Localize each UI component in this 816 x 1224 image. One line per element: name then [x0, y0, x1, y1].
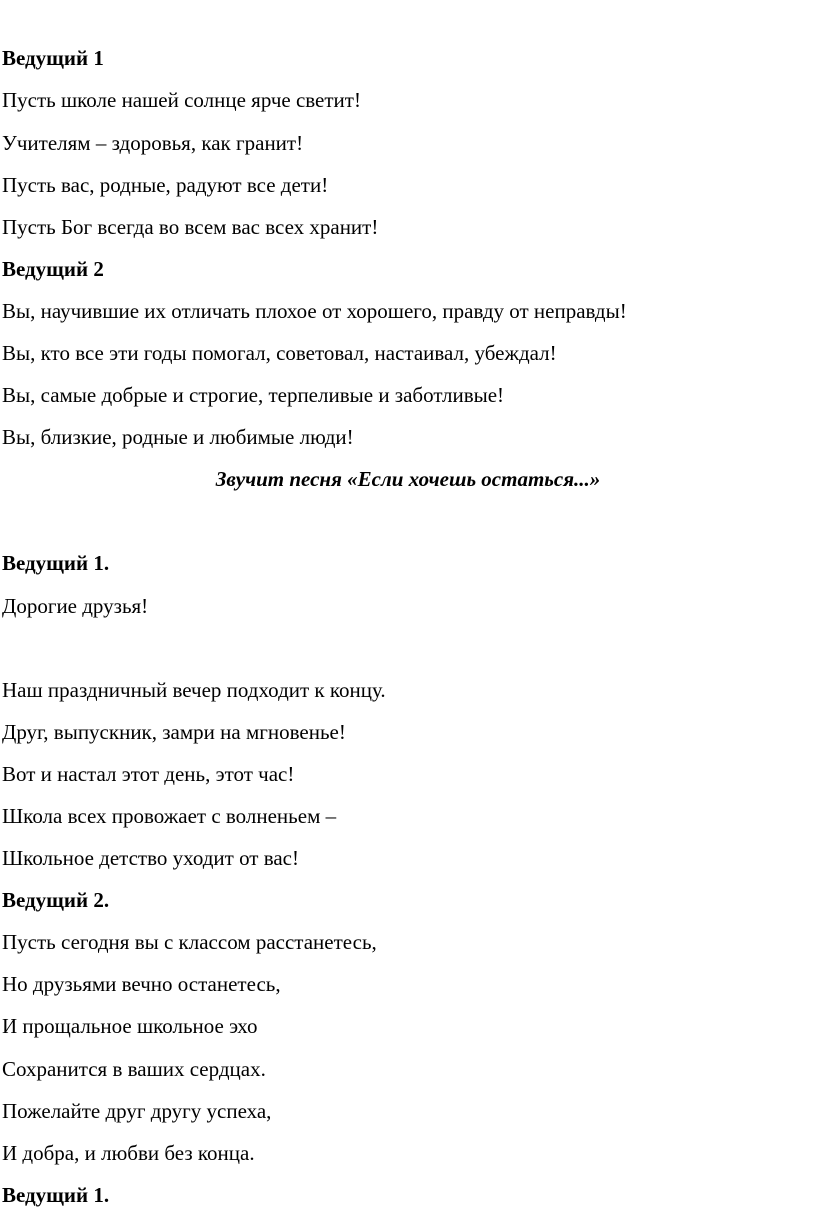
speech-line: Вы, близкие, родные и любимые люди! [2, 425, 354, 449]
poem-line: Друг, выпускник, замри на мгновенье! [2, 720, 346, 744]
poem-line: Наш праздничный вечер подходит к концу. [2, 678, 386, 702]
poem-line: Пусть сегодня вы с классом расстанетесь, [2, 930, 377, 954]
poem-line: Школа всех провожает с волненьем – [2, 804, 337, 828]
poem-line: Учителям – здоровья, как гранит! [2, 131, 304, 155]
poem-line: Пусть школе нашей солнце ярче светит! [2, 88, 361, 112]
poem-line: И прощальное школьное эхо [2, 1014, 258, 1038]
poem-line: Но друзьями вечно останетесь, [2, 972, 281, 996]
speech-line: Дорогие друзья! [2, 594, 149, 618]
speaker-heading: Ведущий 2 [2, 257, 104, 281]
speech-line: Вы, кто все эти годы помогал, советовал, настаивал, убеждал! [2, 341, 557, 365]
speaker-heading: Ведущий 2. [2, 888, 110, 912]
poem-line: Пусть вас, родные, радуют все дети! [2, 173, 329, 197]
poem-line: И добра, и любви без конца. [2, 1141, 255, 1165]
poem-line: Вот и настал этот день, этот час! [2, 762, 295, 786]
stage-direction: Звучит песня «Если хочешь остаться...» [215, 467, 601, 491]
speaker-heading: Ведущий 1. [2, 1183, 110, 1207]
speech-line: Вы, научившие их отличать плохое от хорошего, правду от неправды! [2, 299, 627, 323]
poem-line: Сохранится в ваших сердцах. [2, 1057, 266, 1081]
speech-line: Вы, самые добрые и строгие, терпеливые и заботливые! [2, 383, 505, 407]
speaker-heading: Ведущий 1. [2, 551, 110, 575]
poem-line: Пожелайте друг другу успеха, [2, 1099, 272, 1123]
poem-line: Школьное детство уходит от вас! [2, 846, 299, 870]
poem-line: Пусть Бог всегда во всем вас всех хранит! [2, 215, 379, 239]
speaker-heading: Ведущий 1 [2, 46, 104, 70]
